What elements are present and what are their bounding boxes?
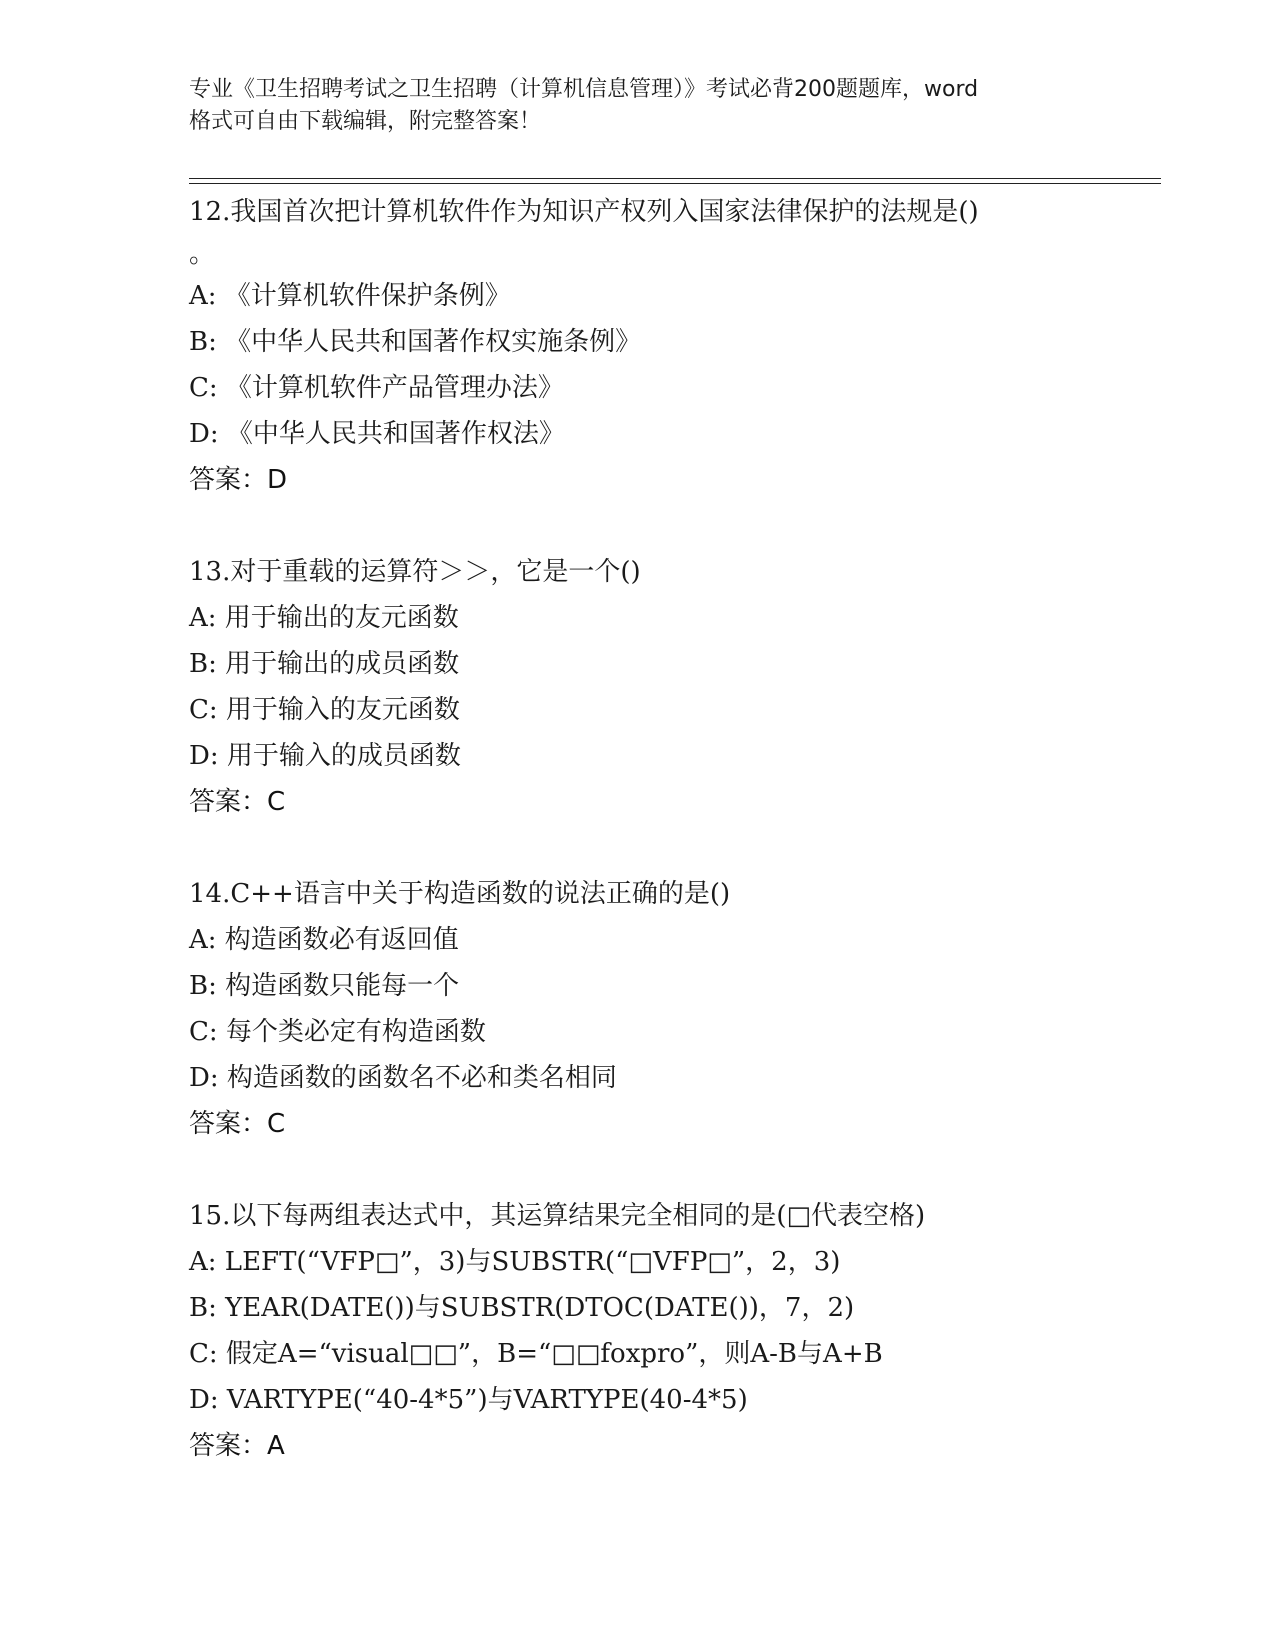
answer-line: 答案：A	[189, 1431, 285, 1461]
answer-line: 答案：D	[189, 465, 288, 495]
question-item	[189, 549, 1129, 825]
option-b: B: 《中华人民共和国著作权实施条例》	[189, 327, 642, 357]
option-a: A: LEFT(“VFP□”，3)与SUBSTR(“□VFP□”，2，3)	[189, 1247, 841, 1277]
question-list	[189, 189, 1129, 1515]
option-c: C: 假定A=“visual□□”，B=“□□foxpro”，则A-B与A+B	[189, 1339, 883, 1369]
document-header	[189, 74, 1089, 138]
option-c: C: 用于输入的友元函数	[189, 695, 460, 725]
header-line-1: 专业《卫生招聘考试之卫生招聘（计算机信息管理）》考试必背200题题库，word	[189, 77, 979, 102]
option-d: D: 构造函数的函数名不必和类名相同	[189, 1063, 617, 1093]
option-b: B: 构造函数只能每一个	[189, 971, 460, 1001]
header-line-2: 格式可自由下载编辑，附完整答案！	[189, 109, 542, 134]
option-a: A: 用于输出的友元函数	[189, 603, 459, 633]
option-a: A: 构造函数必有返回值	[189, 925, 459, 955]
question-item	[189, 1193, 1129, 1469]
option-c: C: 《计算机软件产品管理办法》	[189, 373, 564, 403]
header-divider-top	[189, 178, 1161, 179]
question-stem-continuation: 。	[189, 239, 216, 269]
question-item	[189, 189, 1129, 503]
answer-line: 答案：C	[189, 787, 286, 817]
question-stem: 15.以下每两组表达式中，其运算结果完全相同的是(□代表空格)	[189, 1201, 926, 1231]
question-stem: 14.C++语言中关于构造函数的说法正确的是()	[189, 879, 731, 909]
option-b: B: YEAR(DATE())与SUBSTR(DTOC(DATE())，7，2)	[189, 1293, 855, 1323]
question-stem: 12.我国首次把计算机软件作为知识产权列入国家法律保护的法规是()	[189, 197, 979, 227]
option-b: B: 用于输出的成员函数	[189, 649, 460, 679]
header-divider-bottom	[189, 183, 1161, 184]
option-d: D: VARTYPE(“40-4*5”)与VARTYPE(40-4*5)	[189, 1385, 748, 1415]
answer-line: 答案：C	[189, 1109, 286, 1139]
question-stem: 13.对于重载的运算符＞＞，它是一个()	[189, 557, 641, 587]
option-c: C: 每个类必定有构造函数	[189, 1017, 486, 1047]
option-d: D: 《中华人民共和国著作权法》	[189, 419, 565, 449]
option-d: D: 用于输入的成员函数	[189, 741, 461, 771]
question-item	[189, 871, 1129, 1147]
option-a: A: 《计算机软件保护条例》	[189, 281, 511, 311]
